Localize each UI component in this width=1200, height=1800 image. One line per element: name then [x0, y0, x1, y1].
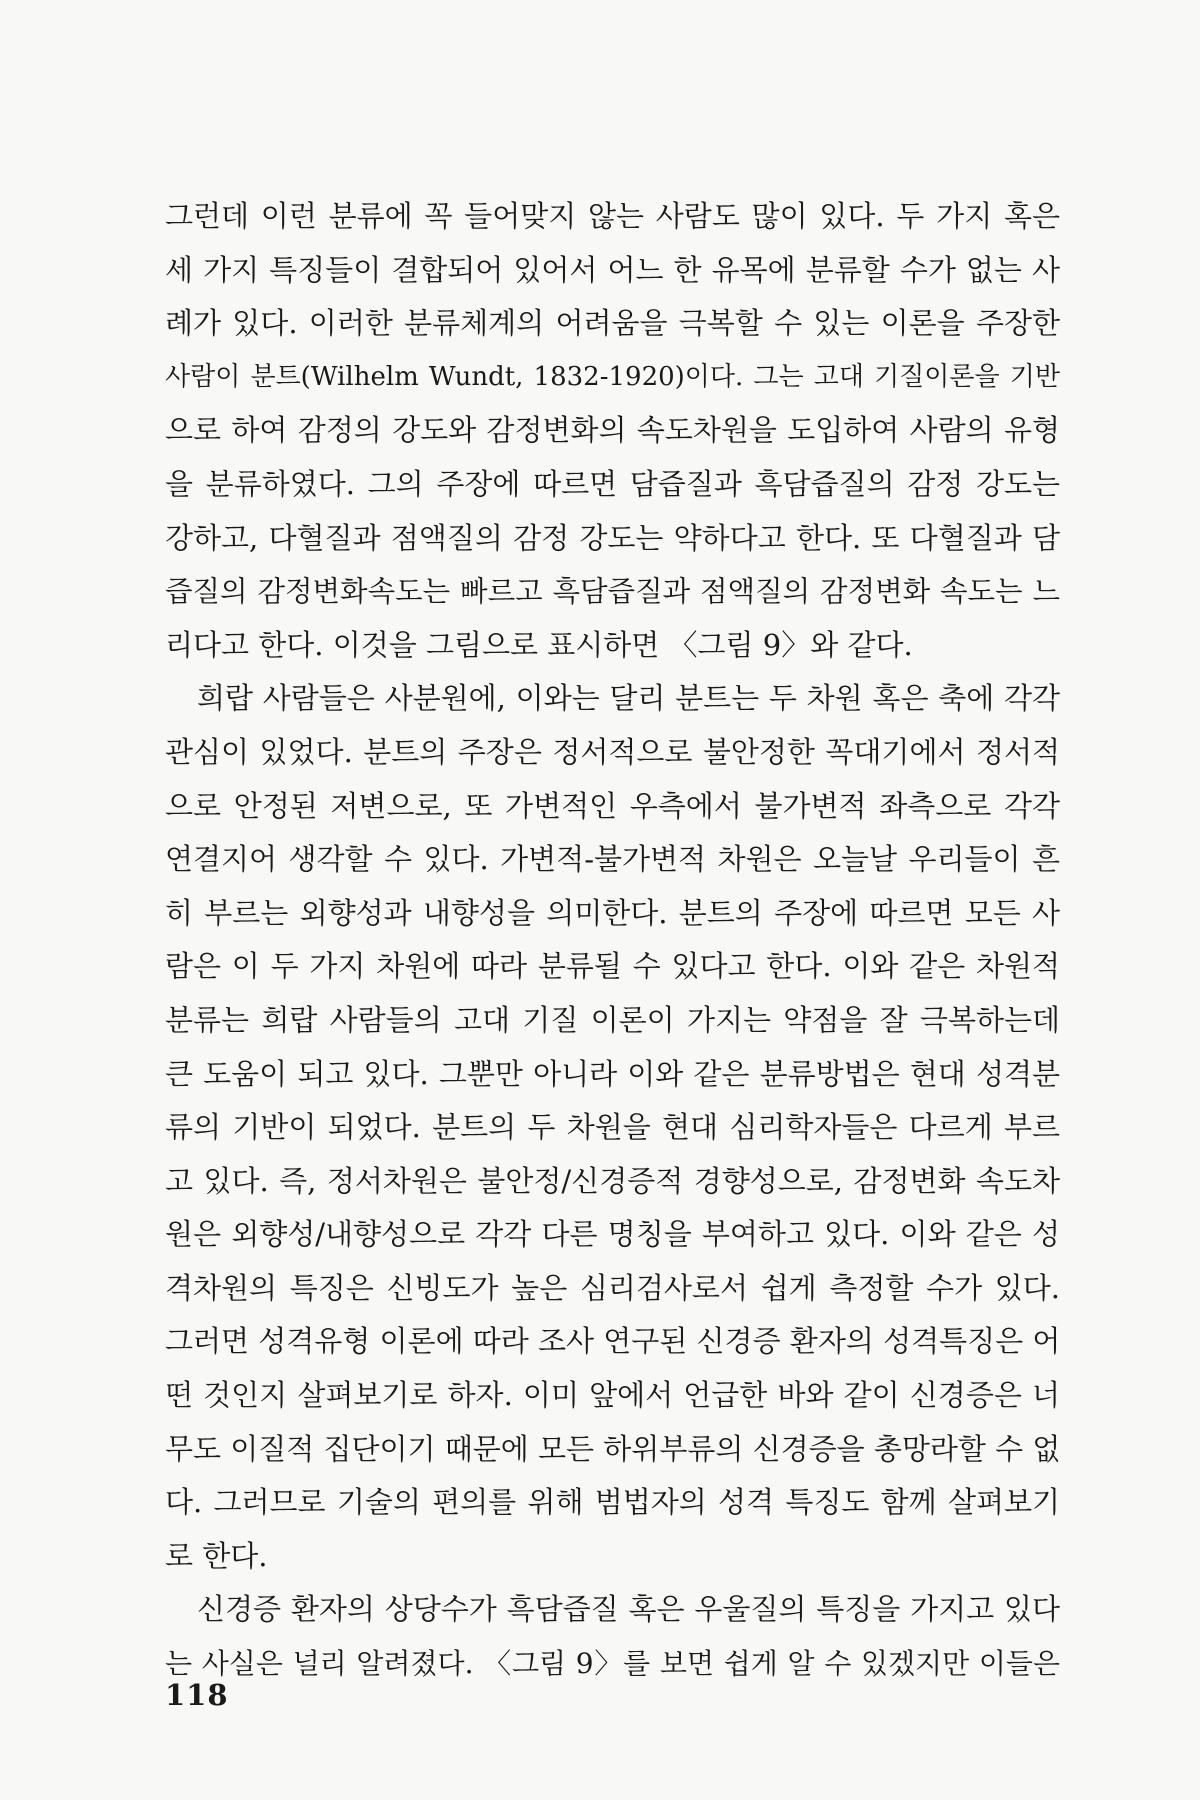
- text-line: 고 있다. 즉, 정서차원은 불안정/신경증적 경향성으로, 감정변화 속도차: [165, 1163, 1060, 1198]
- text-line: 로 한다.: [165, 1538, 268, 1573]
- text-line: 신경증 환자의 상당수가 흑담즙질 혹은 우울질의 특징을 가지고 있다: [197, 1592, 1060, 1627]
- text-line: 으로 안정된 저변으로, 또 가변적인 우측에서 불가변적 좌측으로 각각: [165, 788, 1060, 823]
- text-line: 다. 그러므로 기술의 편의를 위해 범법자의 성격 특징도 함께 살펴보기: [165, 1485, 1060, 1520]
- text-line: 희랍 사람들은 사분원에, 이와는 달리 분트는 두 차원 혹은 축에 각각: [197, 681, 1060, 716]
- text-line: 강하고, 다혈질과 점액질의 감정 강도는 약하다고 한다. 또 다혈질과 담: [165, 520, 1060, 555]
- text-line: 리다고 한다. 이것을 그림으로 표시하면 〈그림 9〉와 같다.: [165, 627, 913, 662]
- text-line: 무도 이질적 집단이기 때문에 모든 하위부류의 신경증을 총망라할 수 없: [165, 1431, 1060, 1466]
- text-line: 으로 하여 감정의 강도와 감정변화의 속도차원을 도입하여 사람의 유형: [165, 413, 1060, 448]
- text-line: 즙질의 감정변화속도는 빠르고 흑담즙질과 점액질의 감정변화 속도는 느: [165, 575, 1060, 609]
- text-line: 원은 외향성/내향성으로 각각 다른 명칭을 부여하고 있다. 이와 같은 성: [165, 1217, 1060, 1252]
- text-line: 류의 기반이 되었다. 분트의 두 차원을 현대 심리학자들은 다르게 부르: [165, 1110, 1060, 1145]
- page-number: 118: [165, 1678, 229, 1712]
- text-line: 히 부르는 외향성과 내향성을 의미한다. 분트의 주장에 따르면 모든 사: [165, 895, 1060, 930]
- text-line: 분류는 희랍 사람들의 고대 기질 이론이 가지는 약점을 잘 극복하는데: [165, 1002, 1060, 1037]
- text-line: 그러면 성격유형 이론에 따라 조사 연구된 신경증 환자의 성격특징은 어: [165, 1324, 1060, 1359]
- text-line: 격차원의 특징은 신빙도가 높은 심리검사로서 쉽게 측정할 수가 있다.: [165, 1270, 1060, 1305]
- text-line: 떤 것인지 살펴보기로 하자. 이미 앞에서 언급한 바와 같이 신경증은 너: [165, 1378, 1060, 1413]
- text-line: 는 사실은 널리 알려졌다. 〈그림 9〉를 보면 쉽게 알 수 있겠지만 이들은: [165, 1647, 1060, 1681]
- text-line: 사람이 분트(Wilhelm Wundt, 1832-1920)이다. 그는 고대 기질이론을 기반: [165, 361, 1060, 392]
- text-line: 그런데 이런 분류에 꼭 들어맞지 않는 사람도 많이 있다. 두 가지 혹은: [165, 199, 1060, 233]
- text-line: 례가 있다. 이러한 분류체계의 어려움을 극복할 수 있는 이론을 주장한: [165, 306, 1060, 341]
- text-line: 람은 이 두 가지 차원에 따라 분류될 수 있다고 한다. 이와 같은 차원적: [165, 949, 1060, 984]
- text-line: 연결지어 생각할 수 있다. 가변적-불가변적 차원은 오늘날 우리들이 흔: [165, 842, 1060, 877]
- text-line: 큰 도움이 되고 있다. 그뿐만 아니라 이와 같은 분류방법은 현대 성격분: [165, 1056, 1060, 1091]
- text-line: 세 가지 특징들이 결합되어 있어서 어느 한 유목에 분류할 수가 없는 사: [165, 252, 1060, 287]
- text-line: 관심이 있었다. 분트의 주장은 정서적으로 불안정한 꼭대기에서 정서적: [165, 734, 1060, 769]
- body-text: [165, 190, 1060, 1691]
- text-line: 을 분류하였다. 그의 주장에 따르면 담즙질과 흑담즙질의 감정 강도는: [165, 466, 1060, 501]
